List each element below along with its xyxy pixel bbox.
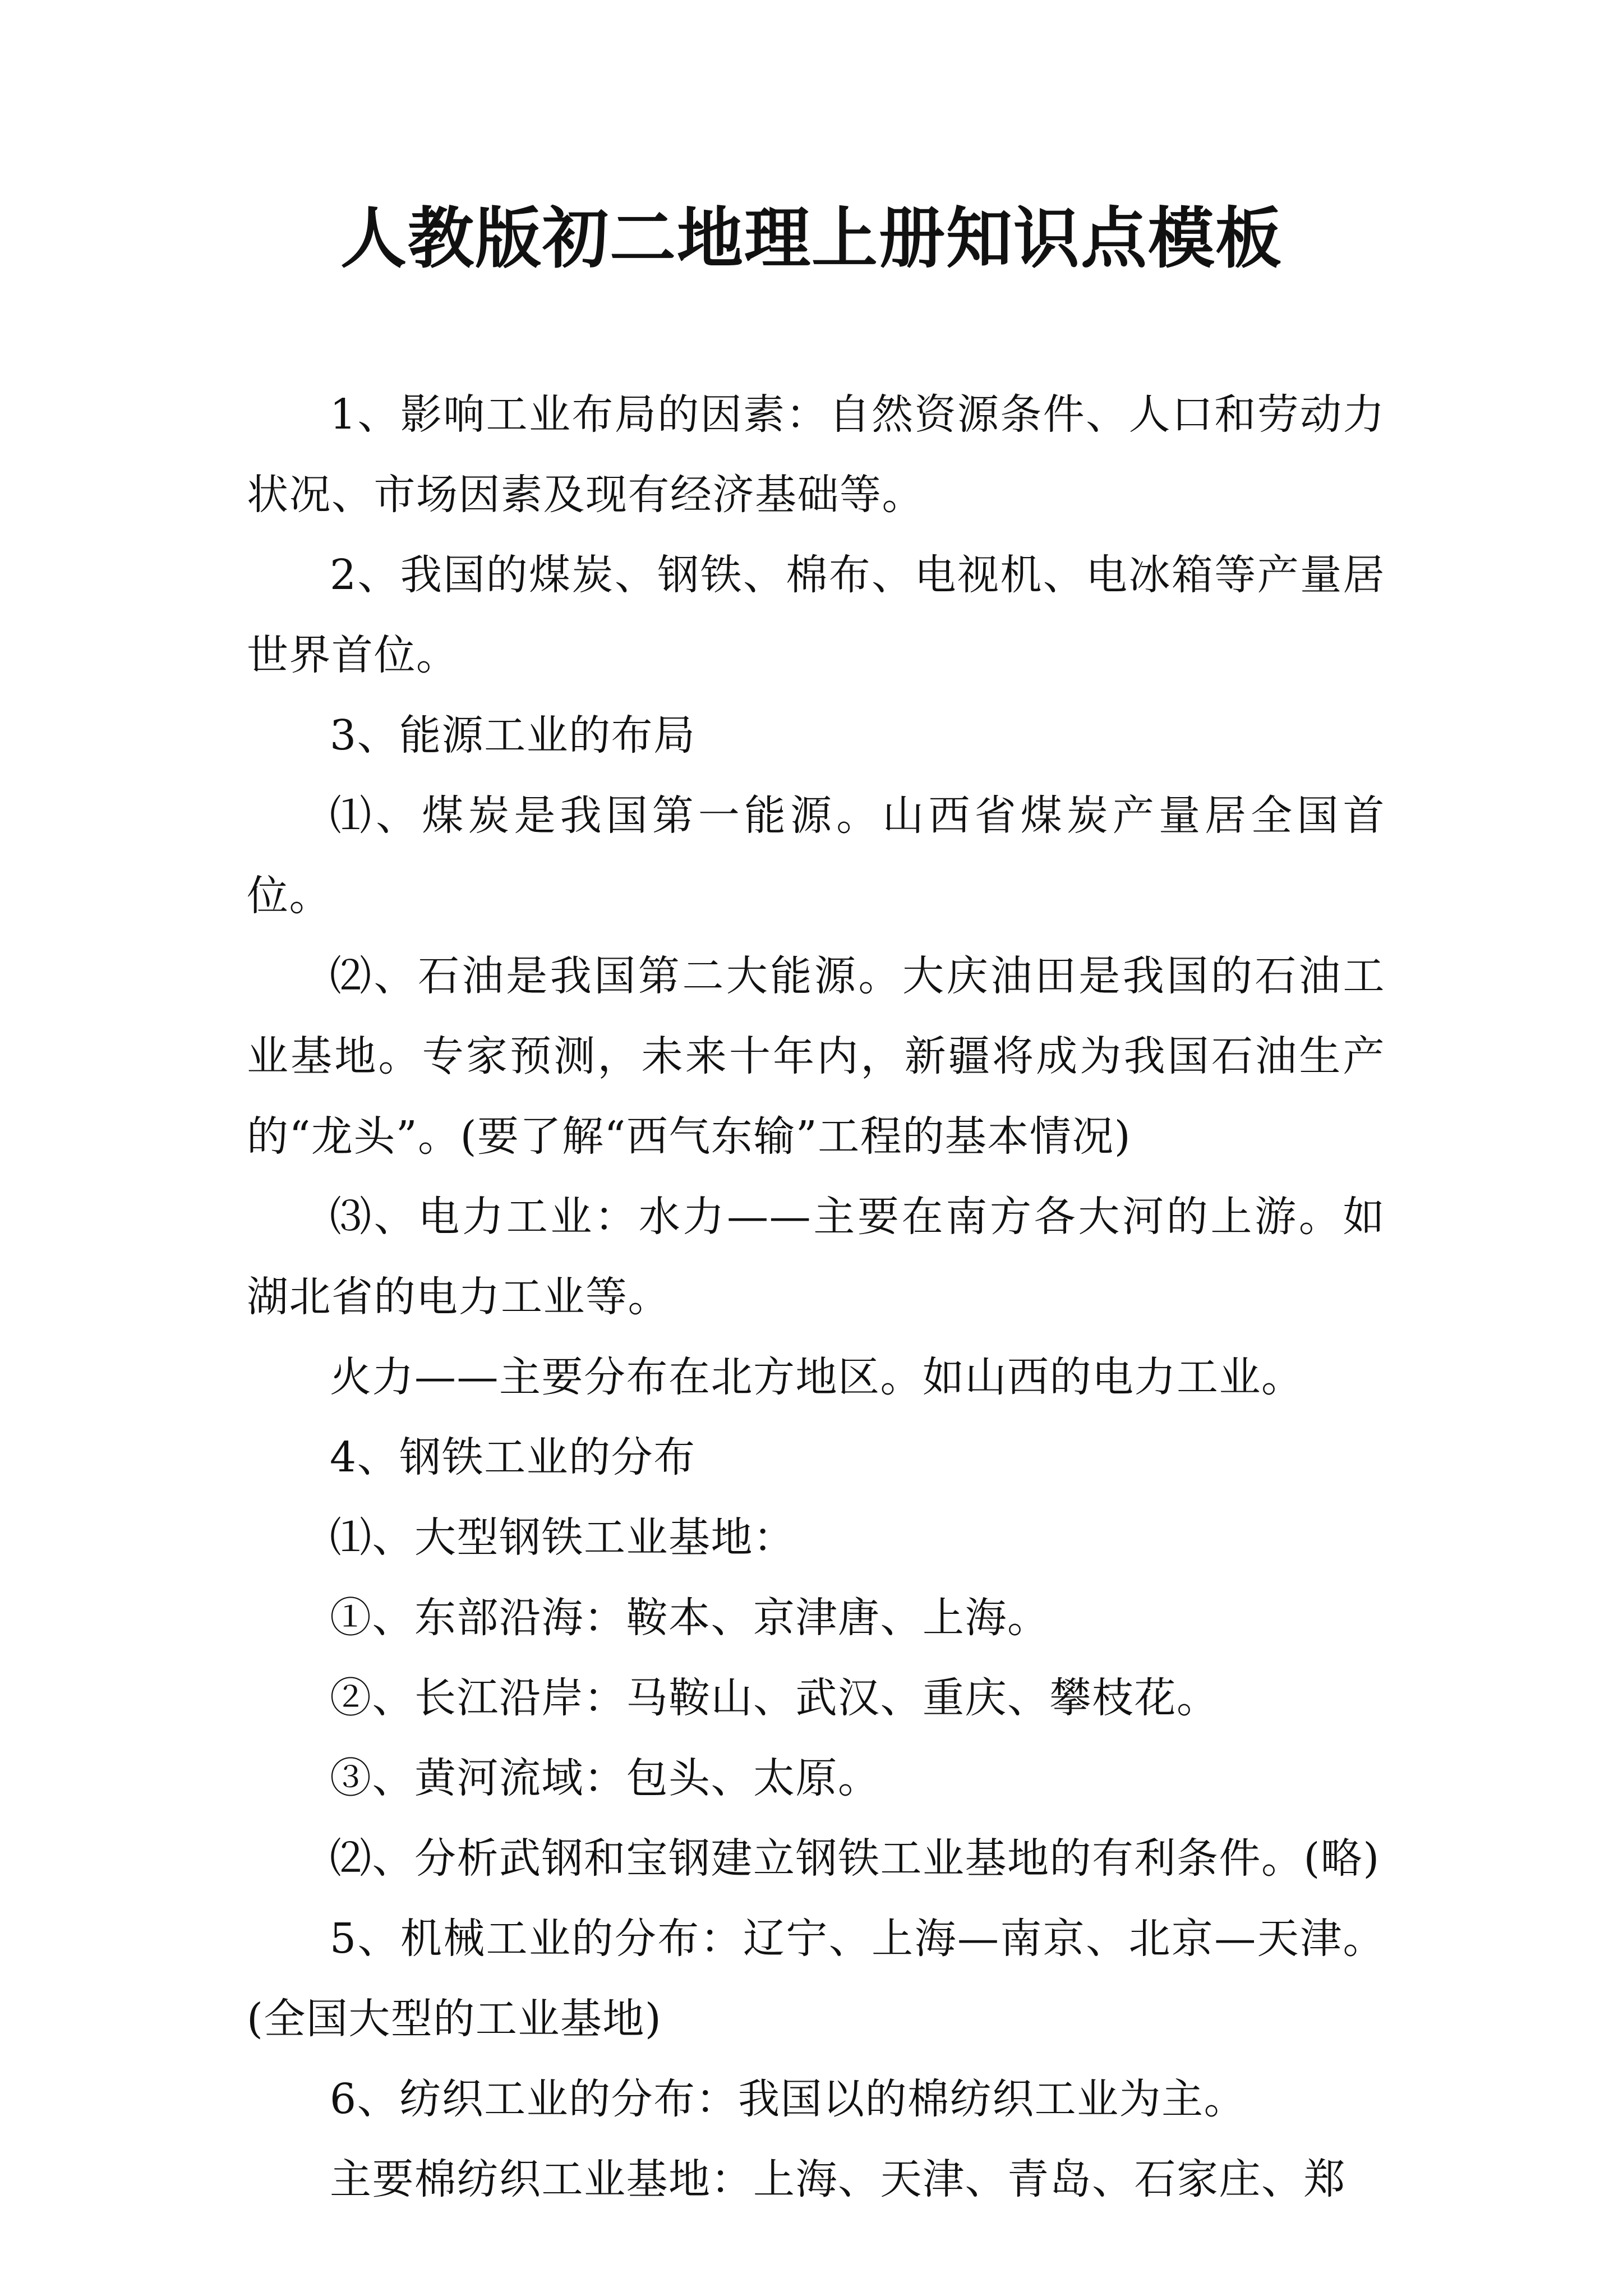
- paragraph-9: ⑴、大型钢铁工业基地：: [330, 1513, 796, 1562]
- paragraph-13: ⑵、分析武钢和宝钢建立钢铁工业基地的有利条件。(略): [330, 1834, 1380, 1883]
- paragraph-8: 4、钢铁工业的分布: [330, 1433, 696, 1481]
- paragraph-5: ⑵、石油是我国第二大能源。大庆油田是我国的石油工业基地。专家预测，未来十年内，新疆将成为我国石油生产的“龙头”。(要了解“西气东输”工程的基本情况): [247, 952, 1385, 1161]
- paragraph-6: ⑶、电力工业：水力——主要在南方各大河的上游。如湖北省的电力工业等。: [247, 1193, 1385, 1321]
- paragraph-4: ⑴、煤炭是我国第一能源。山西省煤炭产量居全国首位。: [247, 792, 1385, 920]
- paragraph-3: 3、能源工业的布局: [330, 711, 696, 760]
- paragraph-10: ①、东部沿海：鞍本、京津唐、上海。: [330, 1594, 1050, 1642]
- document-title: 人教版初二地理上册知识点模板: [340, 199, 1283, 277]
- paragraph-2: 2、我国的煤炭、钢铁、棉布、电视机、电冰箱等产量居世界首位。: [247, 551, 1385, 679]
- document-body: [247, 375, 1385, 2220]
- paragraph-11: ②、长江沿岸：马鞍山、武汉、重庆、攀枝花。: [330, 1674, 1219, 1722]
- paragraph-12: ③、黄河流域：包头、太原。: [330, 1754, 880, 1802]
- paragraph-1: 1、影响工业布局的因素：自然资源条件、人口和劳动力状况、市场因素及现有经济基础等。: [247, 390, 1385, 519]
- paragraph-14: 5、机械工业的分布：辽宁、上海—南京、北京—天津。(全国大型的工业基地): [247, 1915, 1385, 2043]
- paragraph-15: 6、纺织工业的分布：我国以的棉纺织工业为主。: [330, 2075, 1247, 2123]
- paragraph-7: 火力——主要分布在北方地区。如山西的电力工业。: [330, 1353, 1304, 1401]
- paragraph-16: 主要棉纺织工业基地：上海、天津、青岛、石家庄、郑: [330, 2155, 1346, 2203]
